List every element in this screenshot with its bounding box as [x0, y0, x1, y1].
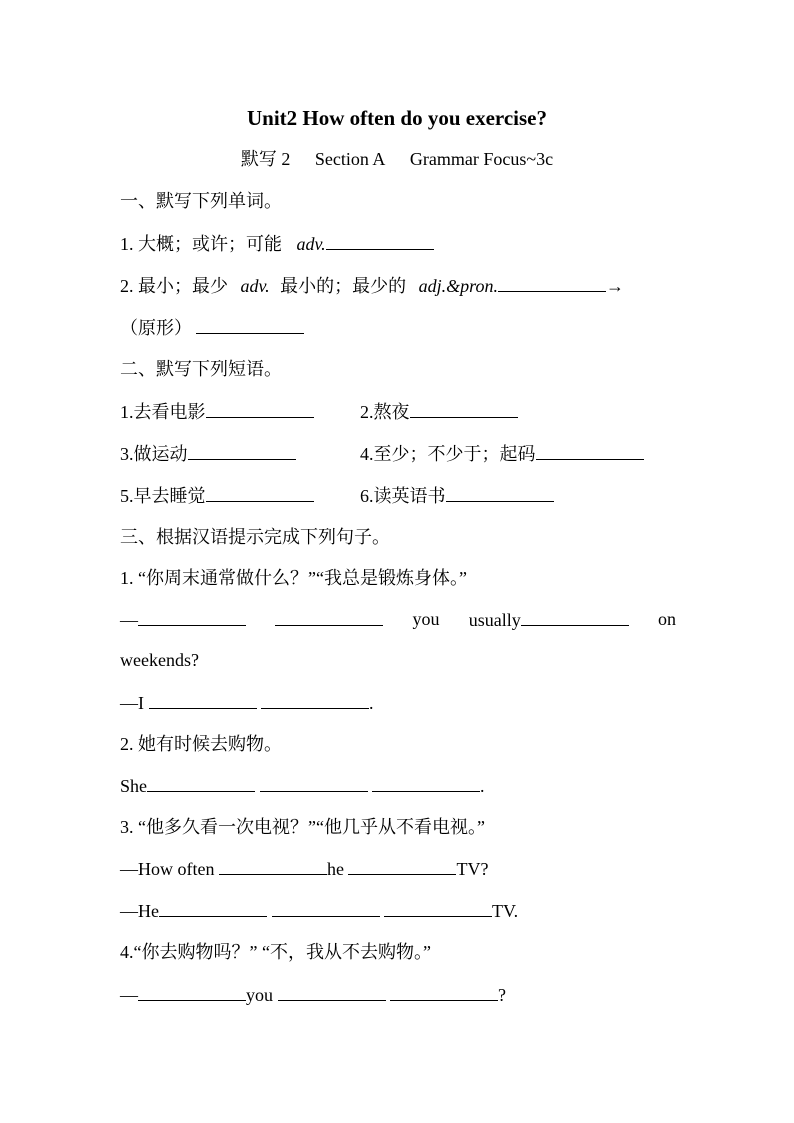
punctuation: .	[480, 776, 485, 796]
answer-blank[interactable]	[260, 773, 368, 792]
answer-blank[interactable]	[188, 441, 296, 460]
part-of-speech: adj.&pron.	[418, 276, 498, 296]
phrase-item	[360, 483, 554, 508]
answer-blank[interactable]	[521, 607, 629, 626]
phrase-item	[360, 399, 518, 424]
section-heading: 三、根据汉语提示完成下列句子。	[120, 527, 390, 547]
word: you	[246, 985, 273, 1005]
answer-blank[interactable]	[410, 399, 518, 418]
answer-blank[interactable]	[206, 399, 314, 418]
answer-blank[interactable]	[138, 607, 246, 626]
question-text: 最小的；最少的	[280, 276, 407, 296]
section-heading: 一、默写下列单词。	[120, 191, 282, 211]
section-heading: 二、默写下列短语。	[120, 359, 282, 379]
blank-group	[120, 607, 246, 632]
answer-blank[interactable]	[159, 898, 267, 917]
part-of-speech: adv.	[296, 234, 326, 254]
phrase-item	[120, 444, 296, 464]
phrase-label: 5.早去睡觉	[120, 486, 206, 506]
answer-blank[interactable]	[326, 231, 434, 250]
question-1-2	[120, 273, 676, 298]
answer-blank[interactable]	[261, 690, 369, 709]
punctuation: .	[369, 693, 374, 713]
question-3-3-line-2	[120, 898, 676, 923]
answer-blank[interactable]	[272, 898, 380, 917]
question-3-1-prompt: 1. “你周末通常做什么？”“我总是锻炼身体。”	[120, 568, 467, 588]
answer-prefix: —He	[120, 901, 159, 921]
question-3-3-prompt: 3. “他多久看一次电视？”“他几乎从不看电视。”	[120, 817, 485, 837]
dash: —	[120, 610, 138, 630]
word: TV?	[456, 859, 489, 879]
answer-blank[interactable]	[390, 982, 498, 1001]
subtitle-part: 默写 2	[240, 149, 291, 169]
question-3-4-prompt: 4.“你去购物吗？” “不，我从不去购物。”	[120, 942, 431, 962]
question-3-2-line	[120, 773, 676, 798]
question-text: 2. 最小；最少	[120, 276, 228, 296]
question-3-3-line-1	[120, 856, 676, 881]
blank-group	[469, 607, 629, 632]
question-text: 1. 大概；或许；可能	[120, 234, 282, 254]
page-subtitle	[0, 147, 794, 171]
question-3-4-line	[120, 982, 676, 1007]
punctuation: ?	[498, 985, 506, 1005]
phrase-item	[360, 441, 644, 466]
phrase-label: 1.去看电影	[120, 402, 206, 422]
question-3-2-prompt: 2. 她有时候去购物。	[120, 734, 282, 754]
subtitle-part: Section A	[314, 149, 386, 169]
answer-blank[interactable]	[147, 773, 255, 792]
answer-blank[interactable]	[138, 982, 246, 1001]
word: usually	[468, 610, 521, 630]
question-text: （原形）	[120, 318, 192, 338]
answer-prefix: —How often	[120, 859, 215, 879]
part-of-speech: adv.	[240, 276, 270, 296]
word: TV.	[492, 901, 519, 921]
phrase-label: 4.至少；不少于；起码	[360, 444, 536, 464]
phrase-item	[120, 486, 314, 506]
answer-blank[interactable]	[372, 773, 480, 792]
answer-blank[interactable]	[206, 483, 314, 502]
phrase-row	[120, 441, 676, 466]
word: on	[658, 609, 676, 629]
question-1-1	[120, 231, 676, 256]
answer-blank[interactable]	[446, 483, 554, 502]
phrase-row	[120, 399, 676, 424]
answer-blank[interactable]	[196, 315, 304, 334]
question-3-1-answer	[120, 690, 676, 715]
answer-blank[interactable]	[149, 690, 257, 709]
answer-prefix: —I	[120, 693, 144, 713]
answer-prefix: She	[120, 776, 147, 796]
answer-blank[interactable]	[536, 441, 644, 460]
page-title: Unit2 How often do you exercise?	[247, 106, 547, 130]
answer-blank[interactable]	[278, 982, 386, 1001]
answer-blank[interactable]	[348, 856, 456, 875]
word: you	[412, 609, 440, 629]
answer-blank[interactable]	[275, 607, 383, 626]
answer-blank[interactable]	[219, 856, 327, 875]
dash: —	[120, 985, 138, 1005]
arrow-icon: →	[606, 276, 624, 296]
question-1-2-cont	[120, 315, 676, 340]
answer-blank[interactable]	[498, 273, 606, 292]
answer-blank[interactable]	[384, 898, 492, 917]
phrase-row	[120, 483, 676, 508]
question-3-1-line-cont: weekends?	[120, 650, 199, 670]
phrase-item	[120, 402, 314, 422]
phrase-label: 2.熬夜	[360, 402, 410, 422]
word: he	[326, 859, 344, 879]
phrase-label: 6.读英语书	[360, 486, 446, 506]
phrase-label: 3.做运动	[120, 444, 188, 464]
question-3-1-line	[120, 607, 676, 632]
subtitle-part: Grammar Focus~3c	[409, 149, 554, 169]
